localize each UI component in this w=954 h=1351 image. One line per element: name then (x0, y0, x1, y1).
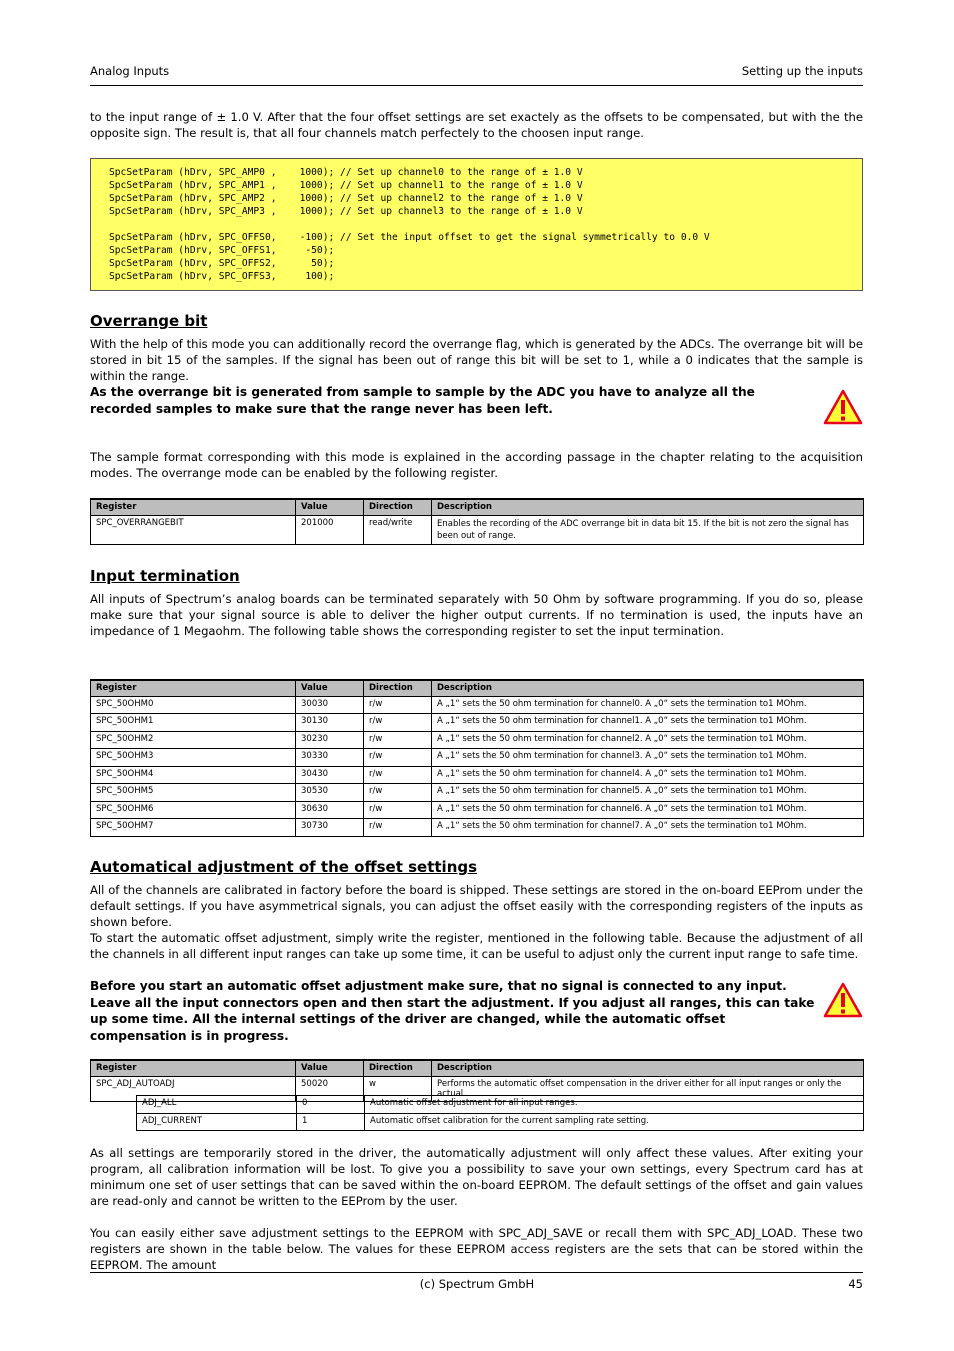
code-block (90, 158, 863, 291)
col-header-register: Register (91, 499, 296, 515)
cell-direction: r/w (364, 714, 432, 732)
cell-description: A „1“ sets the 50 ohm termination for channel2. A „0“ sets the termination to1 MOhm. (432, 731, 864, 749)
col-header-direction: Direction (364, 499, 432, 515)
code-line: SpcSetParam (hDrv, SPC_AMP2 , 1000); // Set up channel2 to the range of ± 1.0 V (109, 193, 583, 204)
cell-description: A „1“ sets the 50 ohm termination for channel3. A „0“ sets the termination to1 MOhm. (432, 749, 864, 767)
code-line: SpcSetParam (hDrv, SPC_OFFS3, 100); (109, 271, 335, 282)
cell-description: A „1“ sets the 50 ohm termination for channel5. A „0“ sets the termination to1 MOhm. (432, 784, 864, 802)
cell-direction: r/w (364, 766, 432, 784)
cell-description: A „1“ sets the 50 ohm termination for channel4. A „0“ sets the termination to1 MOhm. (432, 766, 864, 784)
cell-value: 30630 (296, 801, 364, 819)
header-rule (90, 85, 863, 86)
table-row (91, 714, 864, 732)
overrange-warning-text: As the overrange bit is generated from sample to sample by the ADC you have to analyze all the recorded samples to make sure that the range never has been left. (90, 385, 755, 416)
warning-icon (823, 982, 863, 1018)
cell-value: 30530 (296, 784, 364, 802)
cell-direction: r/w (364, 731, 432, 749)
cell-register: SPC_ADJ_AUTOADJ (91, 1076, 296, 1101)
overrange-paragraph-2: The sample format corresponding with this mode is explained in the according passage in the chapter relating to the acquisition modes. The overrange mode can be enabled by the following register. (90, 450, 863, 480)
table-row (91, 766, 864, 784)
cell-value: 1 (297, 1113, 365, 1131)
col-header-description: Description (432, 680, 864, 696)
cell-value: 50020 (296, 1076, 364, 1101)
col-header-description: Description (432, 499, 864, 515)
cell-register: SPC_50OHM7 (91, 819, 296, 837)
cell-value: 30330 (296, 749, 364, 767)
col-header-direction: Direction (364, 680, 432, 696)
offset-warning-text: Before you start an automatic offset adjustment make sure, that no signal is connected to any input. Leave all the input connectors open and then start the adjustment. If you adjust all ranges, this can take up some time. All the internal settings of the driver are changed, while the automatic offset compensation is in progress. (90, 979, 815, 1043)
warning-icon (823, 389, 863, 425)
footer-copyright: (c) Spectrum GmbH (419, 1277, 535, 1291)
cell-description: Automatic offset adjustment for all input ranges. (365, 1096, 864, 1114)
code-line: SpcSetParam (hDrv, SPC_OFFS2, 50); (109, 258, 335, 269)
table-row (91, 784, 864, 802)
intro-paragraph: to the input range of ± 1.0 V. After that the four offset settings are set exactely as the offsets to be compensated, but with the the opposite sign. The result is, that all four channels match perfectely to the choosen input range. (90, 110, 863, 140)
section-title-overrange: Overrange bit (90, 312, 208, 330)
table-row (137, 1096, 864, 1114)
code-line: SpcSetParam (hDrv, SPC_OFFS1, -50); (109, 245, 335, 256)
cell-value: 201000 (296, 515, 364, 544)
header-left: Analog Inputs (90, 64, 170, 78)
col-header-direction: Direction (364, 1060, 432, 1076)
cell-direction: w (364, 1076, 432, 1101)
termination-register-table (90, 679, 864, 837)
cell-description: Performs the automatic offset compensation in the driver either for all input ranges or only the actual. (432, 1076, 864, 1101)
cell-description: A „1“ sets the 50 ohm termination for channel0. A „0“ sets the termination to1 MOhm. (432, 696, 864, 714)
table-row (91, 515, 864, 544)
cell-register: ADJ_CURRENT (137, 1113, 297, 1131)
cell-register: SPC_50OHM5 (91, 784, 296, 802)
cell-register: SPC_50OHM2 (91, 731, 296, 749)
cell-value: 30030 (296, 696, 364, 714)
cell-description: Enables the recording of the ADC overrange bit in data bit 15. If the bit is not zero the signal has been out of range. (432, 515, 864, 544)
overrange-paragraph-1: With the help of this mode you can additionally record the overrange flag, which is generated by the ADCs. The overrange bit will be stored in bit 15 of the samples. If the signal has been out of range this bit will be set to 1, while a 0 indicates that the sample is within the range. (90, 337, 863, 383)
code-line: SpcSetParam (hDrv, SPC_OFFS0, -100); // Set the input offset to get the signal symmetrically to 0.0 V (109, 232, 710, 243)
cell-register: SPC_OVERRANGEBIT (91, 515, 296, 544)
cell-direction: r/w (364, 749, 432, 767)
offset-paragraph-3: As all settings are temporarily stored in the driver, the automatically adjustment will only affect these values. After exiting your program, all calibration information will be lost. To give you a possibility to save your own settings, every Spectrum card has at minimum one set of user settings that can be saved within the on-board EEPROM. The default settings of the offset and gain values are read-only and cannot be written to the EEProm by the user. (90, 1146, 863, 1208)
table-row (137, 1113, 864, 1131)
cell-register: SPC_50OHM6 (91, 801, 296, 819)
cell-value: 0 (297, 1096, 365, 1114)
cell-description: A „1“ sets the 50 ohm termination for channel6. A „0“ sets the termination to1 MOhm. (432, 801, 864, 819)
cell-register: SPC_50OHM0 (91, 696, 296, 714)
page-number: 45 (848, 1277, 863, 1291)
cell-direction: r/w (364, 801, 432, 819)
section-title-offset: Automatical adjustment of the offset settings (90, 858, 478, 876)
section-title-termination: Input termination (90, 567, 240, 585)
col-header-description: Description (432, 1060, 864, 1076)
cell-value: 30430 (296, 766, 364, 784)
cell-value: 30730 (296, 819, 364, 837)
cell-value: 30130 (296, 714, 364, 732)
cell-register: SPC_50OHM1 (91, 714, 296, 732)
table-row (91, 731, 864, 749)
cell-description: A „1“ sets the 50 ohm termination for channel1. A „0“ sets the termination to1 MOhm. (432, 714, 864, 732)
table-row (91, 801, 864, 819)
col-header-value: Value (296, 499, 364, 515)
cell-description: Automatic offset calibration for the current sampling rate setting. (365, 1113, 864, 1131)
cell-direction: r/w (364, 696, 432, 714)
termination-paragraph: All inputs of Spectrum’s analog boards can be terminated separately with 50 Ohm by software programming. If you do so, please make sure that your signal source is able to deliver the higher output currents. If no termination is used, the inputs have an impedance of 1 Megaohm. The following table shows the corresponding register to set the input termination. (90, 592, 863, 638)
footer-rule (90, 1272, 863, 1273)
cell-direction: read/write (364, 515, 432, 544)
code-line: SpcSetParam (hDrv, SPC_AMP1 , 1000); // Set up channel1 to the range of ± 1.0 V (109, 180, 583, 191)
table-row (91, 819, 864, 837)
col-header-value: Value (296, 1060, 364, 1076)
cell-direction: r/w (364, 784, 432, 802)
overrange-register-table (90, 498, 864, 545)
table-row (91, 749, 864, 767)
cell-register: SPC_50OHM4 (91, 766, 296, 784)
cell-direction: r/w (364, 819, 432, 837)
cell-value: 30230 (296, 731, 364, 749)
header-right: Setting up the inputs (741, 64, 863, 78)
col-header-register: Register (91, 1060, 296, 1076)
cell-description: A „1“ sets the 50 ohm termination for channel7. A „0“ sets the termination to1 MOhm. (432, 819, 864, 837)
table-row (91, 696, 864, 714)
code-line: SpcSetParam (hDrv, SPC_AMP3 , 1000); // Set up channel3 to the range of ± 1.0 V (109, 206, 583, 217)
autoadj-subregister-table (136, 1095, 864, 1131)
cell-register: SPC_50OHM3 (91, 749, 296, 767)
offset-paragraph-1: All of the channels are calibrated in factory before the board is shipped. These settings are stored in the on-board EEProm under the default settings. If you have asymmetrical signals, you can adjust the offset easily with the corresponding registers of the inputs as shown before. (90, 883, 863, 929)
col-header-register: Register (91, 680, 296, 696)
code-line: SpcSetParam (hDrv, SPC_AMP0 , 1000); // Set up channel0 to the range of ± 1.0 V (109, 167, 583, 178)
offset-paragraph-2: To start the automatic offset adjustment, simply write the register, mentioned in the following table. Because the adjustment of all the channels in all different input ranges can take up some time, it can be useful to adjust only the current input range to safe time. (90, 931, 863, 961)
offset-paragraph-4: You can easily either save adjustment settings to the EEPROM with SPC_ADJ_SAVE or recall them with SPC_ADJ_LOAD. These two registers are shown in the table below. The values for these EEPROM access registers are the sets that can be stored within the EEPROM. The amount (90, 1226, 863, 1272)
col-header-value: Value (296, 680, 364, 696)
cell-register: ADJ_ALL (137, 1096, 297, 1114)
